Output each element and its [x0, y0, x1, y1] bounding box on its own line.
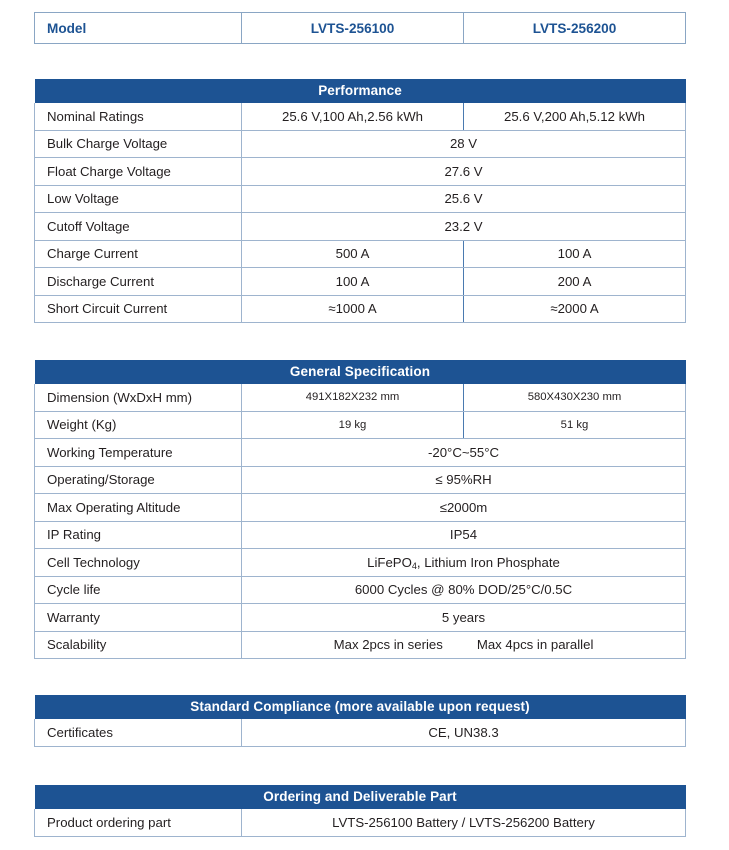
table-row	[35, 158, 686, 186]
table-row	[35, 631, 686, 659]
table-row	[35, 521, 686, 549]
row-value-shared: 27.6 V	[242, 158, 686, 186]
table-row	[35, 439, 686, 467]
section-header-row	[35, 695, 686, 719]
row-value-model1: ≈1000 A	[242, 295, 464, 323]
row-value-model2: 51 kg	[464, 411, 686, 439]
row-label: Max Operating Altitude	[35, 494, 242, 522]
table-row	[35, 185, 686, 213]
row-value-shared: LVTS-256100 Battery / LVTS-256200 Battery	[242, 809, 686, 836]
model-table	[34, 12, 686, 44]
row-value-shared: 5 years	[242, 604, 686, 632]
general-specification-table	[34, 360, 686, 659]
table-row	[35, 268, 686, 296]
table-row	[35, 719, 686, 746]
row-value-model2: ≈2000 A	[464, 295, 686, 323]
row-label: Low Voltage	[35, 185, 242, 213]
row-label: Operating/Storage	[35, 466, 242, 494]
table-row	[35, 494, 686, 522]
row-value-shared: -20°C~55°C	[242, 439, 686, 467]
section-header-row	[35, 785, 686, 809]
row-value-model1: 19 kg	[242, 411, 464, 439]
row-label: Product ordering part	[35, 809, 242, 836]
table-row	[35, 384, 686, 411]
table-row	[35, 549, 686, 577]
row-label: Dimension (WxDxH mm)	[35, 384, 242, 411]
row-label: Discharge Current	[35, 268, 242, 296]
performance-table	[34, 79, 686, 323]
row-value-model1: 491X182X232 mm	[242, 384, 464, 411]
row-label: Cell Technology	[35, 549, 242, 577]
row-label: Short Circuit Current	[35, 295, 242, 323]
table-row	[35, 240, 686, 268]
scalability-parallel: Max 4pcs in parallel	[476, 637, 594, 653]
row-value-shared: 28 V	[242, 130, 686, 158]
standard-compliance-title: Standard Compliance (more available upon request)	[35, 695, 686, 719]
row-label: Cycle life	[35, 576, 242, 604]
scalability-series: Max 2pcs in series	[333, 637, 443, 653]
ordering-title: Ordering and Deliverable Part	[35, 785, 686, 809]
row-value-shared: 25.6 V	[242, 185, 686, 213]
table-row	[35, 130, 686, 158]
row-label: IP Rating	[35, 521, 242, 549]
row-value-shared: IP54	[242, 521, 686, 549]
row-label: Working Temperature	[35, 439, 242, 467]
row-value-shared: ≤ 95%RH	[242, 466, 686, 494]
table-row	[35, 809, 686, 836]
row-value-scalability	[242, 631, 686, 659]
section-header-row	[35, 360, 686, 384]
table-row	[35, 103, 686, 130]
row-label: Weight (Kg)	[35, 411, 242, 439]
row-value-shared: CE, UN38.3	[242, 719, 686, 746]
row-label: Nominal Ratings	[35, 103, 242, 130]
section-header-row	[35, 79, 686, 103]
model-label: Model	[35, 13, 242, 44]
row-label: Certificates	[35, 719, 242, 746]
standard-compliance-table	[34, 695, 686, 747]
model-col2: LVTS-256200	[464, 13, 686, 44]
row-label: Charge Current	[35, 240, 242, 268]
table-row	[35, 576, 686, 604]
row-label: Scalability	[35, 631, 242, 659]
table-row	[35, 604, 686, 632]
row-value-shared: LiFePO$_4$, Lithium Iron Phosphate	[242, 549, 686, 577]
row-value-model2: 100 A	[464, 240, 686, 268]
table-row	[35, 466, 686, 494]
row-value-model1: 100 A	[242, 268, 464, 296]
row-value-shared: 23.2 V	[242, 213, 686, 241]
ordering-table	[34, 785, 686, 837]
table-row	[35, 295, 686, 323]
model-col1: LVTS-256100	[242, 13, 464, 44]
table-row	[35, 13, 686, 44]
row-value-shared: 6000 Cycles @ 80% DOD/25°C/0.5C	[242, 576, 686, 604]
row-value-model2: 25.6 V,200 Ah,5.12 kWh	[464, 103, 686, 130]
performance-title: Performance	[35, 79, 686, 103]
general-specification-title: General Specification	[35, 360, 686, 384]
row-value-model1: 25.6 V,100 Ah,2.56 kWh	[242, 103, 464, 130]
row-value-model2: 580X430X230 mm	[464, 384, 686, 411]
table-row	[35, 411, 686, 439]
row-value-model1: 500 A	[242, 240, 464, 268]
row-value-shared: ≤2000m	[242, 494, 686, 522]
row-label: Warranty	[35, 604, 242, 632]
row-value-model2: 200 A	[464, 268, 686, 296]
row-label: Cutoff Voltage	[35, 213, 242, 241]
row-label: Float Charge Voltage	[35, 158, 242, 186]
row-label: Bulk Charge Voltage	[35, 130, 242, 158]
table-row	[35, 213, 686, 241]
